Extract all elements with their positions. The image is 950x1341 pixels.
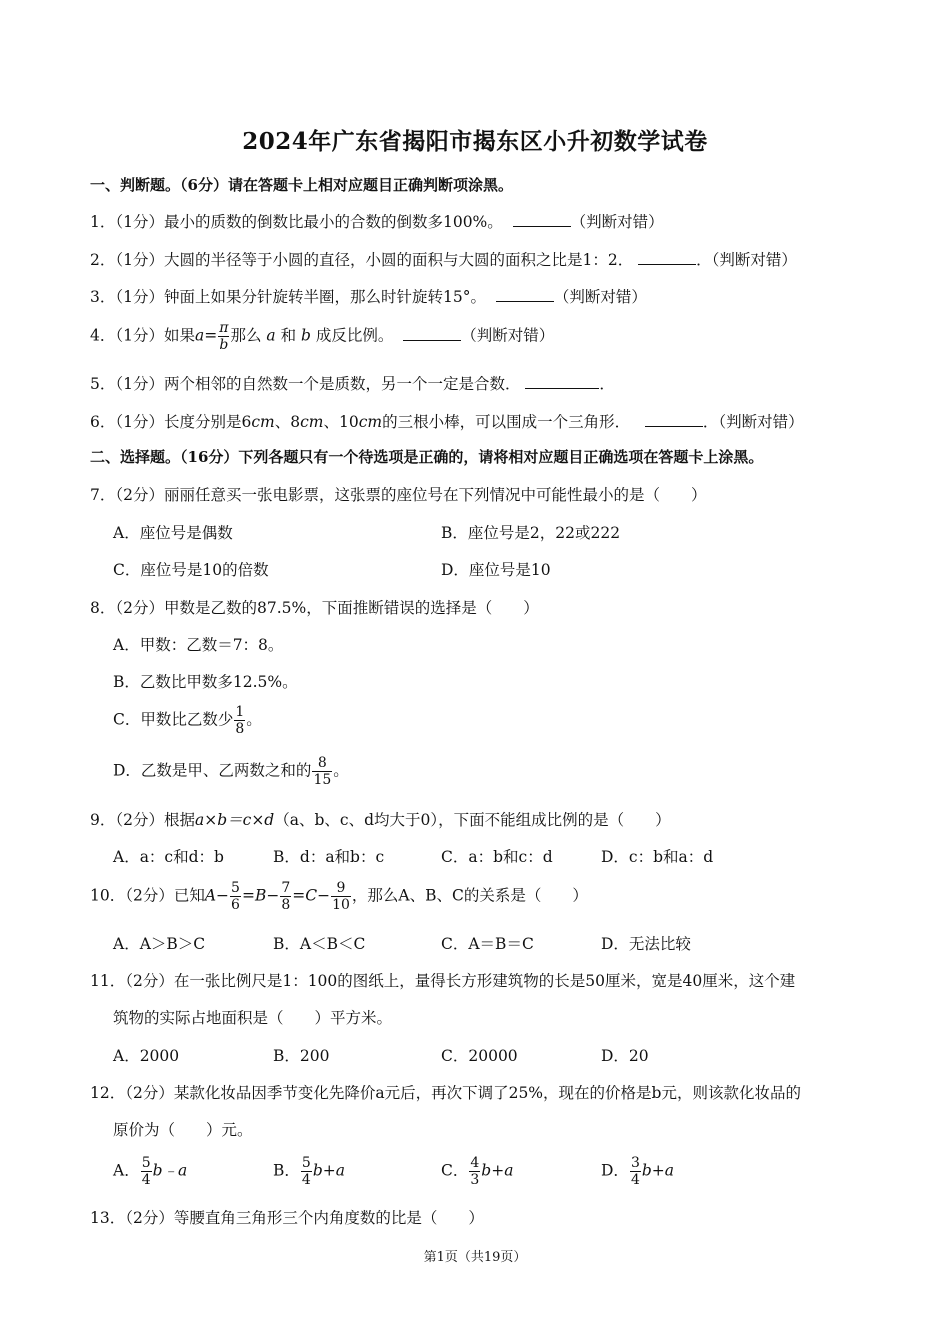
fraction — [331, 880, 351, 913]
question-12-line-2: 原价为（ ）元。 — [113, 1121, 253, 1139]
fraction-denominator: 10 — [332, 897, 350, 913]
question-8: 8．（2分）甲数是乙数的87.5%，下面推断错误的选择是（ ） — [90, 599, 539, 617]
question-6-text: 的三根小棒，可以围成一个三角形． — [382, 413, 631, 431]
fraction-numerator: 5 — [301, 1155, 311, 1171]
fraction-denominator: 6 — [231, 897, 240, 913]
option-c[interactable]: C．座位号是10的倍数 — [113, 561, 269, 579]
question-5 — [90, 372, 615, 394]
question-1-hint: （判断对错） — [570, 213, 664, 231]
fraction-numerator: 7 — [281, 880, 291, 896]
question-1-text: 1．（1分）最小的质数的倒数比最小的合数的倒数多100%。 — [90, 213, 503, 231]
fraction-numerator: 3 — [630, 1155, 640, 1171]
question-1 — [90, 210, 664, 232]
option-a[interactable]: A．A＞B＞C — [113, 935, 206, 953]
option-label: B． — [273, 1161, 300, 1180]
option-a[interactable] — [113, 1155, 187, 1188]
option-d[interactable]: D．c：b和a：d — [601, 848, 714, 866]
answer-blank[interactable] — [525, 374, 599, 389]
fraction-numerator: 1 — [235, 704, 245, 720]
option-c[interactable]: C．a：b和c：d — [441, 848, 553, 866]
question-9 — [90, 808, 671, 830]
question-3-text: 3．（1分）钟面上如果分针旋转半圈，那么时针旋转15°。 — [90, 288, 486, 306]
question-4-text: 那么 — [230, 326, 262, 345]
fraction-denominator: 15 — [313, 772, 332, 788]
fraction — [234, 704, 245, 737]
question-6-text: 、8 — [274, 413, 301, 431]
question-2 — [90, 248, 797, 270]
fraction-numerator: π — [219, 320, 229, 336]
option-d[interactable]: D．20 — [601, 1047, 649, 1065]
question-10-text: ，那么A、B、C的关系是（ ） — [351, 886, 588, 905]
question-4 — [90, 320, 554, 353]
answer-blank[interactable] — [645, 412, 703, 427]
fraction-denominator: 8 — [235, 721, 245, 737]
fraction-numerator: 9 — [331, 880, 351, 897]
question-13: 13．（2分）等腰直角三角形三个内角度数的比是（ ） — [90, 1209, 484, 1227]
fraction — [301, 1155, 312, 1188]
answer-blank[interactable] — [403, 326, 461, 341]
expr-part: b+a — [641, 1161, 675, 1180]
option-b[interactable]: B．乙数比甲数多12.5%。 — [113, 673, 298, 691]
question-2-hint: ．（判断对错） — [696, 251, 797, 269]
option-label: D． — [601, 1161, 629, 1180]
fraction — [280, 880, 291, 913]
question-11-line-2: 筑物的实际占地面积是（ ）平方米。 — [113, 1009, 393, 1027]
question-9-text: （a、b、c、d均大于0），下面不能组成比例的是（ ） — [274, 811, 671, 829]
option-d[interactable] — [113, 755, 349, 788]
option-c-text: 。 — [246, 710, 262, 729]
question-9-text: 9．（2分）根据 — [90, 811, 195, 829]
question-3-hint: （判断对错） — [553, 288, 647, 306]
fraction — [141, 1155, 152, 1188]
option-c[interactable] — [441, 1155, 513, 1188]
question-3 — [90, 285, 647, 307]
expr-part: b+a — [312, 1161, 345, 1180]
fraction-denominator: 4 — [630, 1172, 640, 1188]
option-b[interactable]: B．A＜B＜C — [273, 935, 366, 953]
question-4-hint: （判断对错） — [461, 326, 555, 345]
question-6-text: 、10 — [323, 413, 359, 431]
expr-part: b﹣a — [152, 1161, 188, 1180]
fraction — [469, 1155, 480, 1188]
option-c-text: C．甲数比乙数少 — [113, 710, 234, 729]
question-7: 7．（2分）丽丽任意买一张电影票，这张票的座位号在下列情况中可能性最小的是（ ） — [90, 486, 707, 504]
question-6 — [90, 410, 804, 432]
fraction-denominator: 3 — [470, 1172, 480, 1188]
fraction — [630, 1155, 641, 1188]
section-1-heading: 一、判断题。（6分）请在答题卡上相对应题目正确判断项涂黑。 — [90, 176, 513, 194]
equals: = — [204, 326, 218, 345]
option-a[interactable]: A．甲数：乙数＝7：8。 — [113, 636, 284, 654]
answer-blank[interactable] — [496, 287, 554, 302]
question-4-text: 成反比例。 — [315, 326, 394, 345]
fraction-denominator: 4 — [141, 1172, 151, 1188]
option-d-text: 。 — [333, 761, 349, 780]
option-d-text: D．乙数是甲、乙两数之和的 — [113, 761, 312, 780]
fraction-pi-over-b — [218, 320, 229, 353]
question-4-text: 4．（1分）如果 — [90, 326, 195, 345]
fraction-numerator: 8 — [312, 755, 332, 772]
option-a[interactable]: A．a：c和d：b — [113, 848, 224, 866]
option-c[interactable]: C．A＝B＝C — [441, 935, 534, 953]
fraction-numerator: 5 — [141, 1155, 151, 1171]
question-12-line-1: 12．（2分）某款化妆品因季节变化先降价a元后，再次下调了25%，现在的价格是b元，则该款化妆品的 — [90, 1084, 801, 1102]
section-2-heading: 二、选择题。（16分）下列各题只有一个待选项是正确的，请将相对应题目正确选项在答题卡上涂黑。 — [90, 448, 764, 466]
expr-part: =B− — [241, 886, 280, 905]
option-d[interactable]: D．座位号是10 — [441, 561, 551, 579]
option-d[interactable] — [601, 1155, 674, 1188]
option-b[interactable]: B．座位号是2，22或222 — [441, 524, 621, 542]
question-10-text: 10．（2分）已知 — [90, 886, 205, 905]
var-b: b — [301, 326, 311, 345]
question-5-hint: ． — [599, 375, 615, 393]
fraction-denominator: 4 — [301, 1172, 311, 1188]
question-6-hint: ．（判断对错） — [702, 413, 804, 431]
option-a[interactable]: A．座位号是偶数 — [113, 524, 233, 542]
answer-blank[interactable] — [638, 250, 696, 265]
expr-part: =C− — [292, 886, 331, 905]
question-6-text: 6．（1分）长度分别是6 — [90, 413, 252, 431]
page-title: 2024年广东省揭阳市揭东区小升初数学试卷 — [242, 128, 708, 155]
option-label: A． — [113, 1161, 140, 1180]
option-b[interactable] — [273, 1155, 345, 1188]
option-label: C． — [441, 1161, 469, 1180]
fraction-denominator: b — [219, 337, 229, 353]
fraction — [312, 755, 332, 788]
option-b[interactable]: B．d：a和b：c — [273, 848, 385, 866]
option-c[interactable]: C．20000 — [441, 1047, 518, 1065]
unit-cm: cm — [300, 413, 324, 431]
expr-part: b+a — [481, 1161, 514, 1180]
fraction — [230, 880, 241, 913]
option-a[interactable]: A．2000 — [113, 1047, 180, 1065]
equation: a×b＝c×d — [194, 811, 275, 829]
option-c[interactable] — [113, 704, 262, 737]
expr-part: A− — [204, 886, 230, 905]
question-11-line-1: 11．（2分）在一张比例尺是1：100的图纸上，量得长方形建筑物的长是50厘米，宽是40厘米，这个建 — [90, 972, 796, 990]
question-2-text: 2．（1分）大圆的半径等于小圆的直径，小圆的面积与大圆的面积之比是1：2． — [90, 251, 634, 269]
option-b[interactable]: B．200 — [273, 1047, 330, 1065]
fraction-denominator: 8 — [281, 897, 291, 913]
unit-cm: cm — [358, 413, 383, 431]
fraction-numerator: 5 — [231, 880, 240, 896]
answer-blank[interactable] — [513, 212, 571, 227]
var-a: a — [266, 326, 276, 345]
fraction-numerator: 4 — [470, 1155, 480, 1171]
question-10 — [90, 880, 588, 913]
question-5-text: 5．（1分）两个相邻的自然数一个是质数，另一个一定是合数． — [90, 375, 521, 393]
var-a: a — [194, 326, 205, 345]
page-footer: 第1页（共19页） — [423, 1250, 527, 1265]
question-4-text: 和 — [280, 326, 297, 345]
unit-cm: cm — [251, 413, 275, 431]
option-d[interactable]: D．无法比较 — [601, 935, 691, 953]
